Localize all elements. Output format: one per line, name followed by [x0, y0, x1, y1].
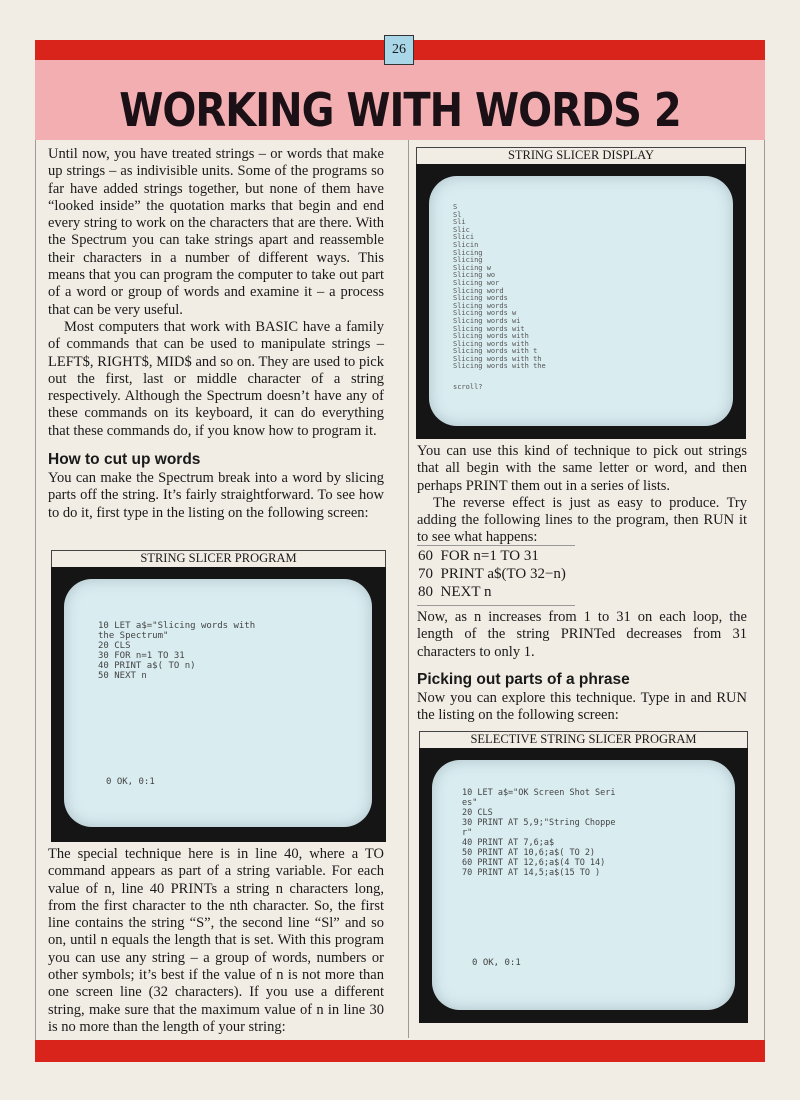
screen-string-slicer-program — [51, 567, 386, 842]
listing-line: 60 FOR n=1 TO 31 — [418, 548, 539, 564]
loop-paragraph: Now, as n increases from 1 to 31 on each loop, the length of the string PRINTed decreases from 31 characters to only 1. — [417, 609, 747, 660]
listing-rule-bottom — [417, 605, 575, 606]
heading-picking-out-parts: Picking out parts of a phrase — [417, 670, 630, 688]
screen-string-slicer-display — [416, 164, 746, 439]
added-lines-listing — [418, 547, 566, 601]
right-column-bottom — [417, 609, 747, 724]
program-listing: 10 LET a$="Slicing words with the Spectrum" 20 CLS 30 FOR n=1 TO 31 40 PRINT a$( TO n) 50 NEXT n — [98, 621, 256, 681]
page-title: WORKING WITH WORDS 2 — [119, 84, 681, 138]
lists-paragraph: You can use this kind of technique to pick out strings that all begin with the same letter or word, and then perhaps PRINT them out in a series of lists. — [417, 443, 747, 494]
screen-display — [432, 760, 735, 1010]
status-line: 0 OK, 0:1 — [106, 777, 155, 787]
sliced-output: S Sl Sli Slic Slici Slicin Slicing Slicing Slicing w Slicing wo Slicing wor Slicing word Slicing words Slicing words Slicing words w Slicing words wi Slicing words wit Slicing words with Slicing words with Slicing words with t Slicing words with th Slicing words with the — [453, 203, 546, 371]
status-line: 0 OK, 0:1 — [472, 958, 521, 968]
column-divider — [408, 140, 409, 1038]
technique-paragraph: The special technique here is in line 40, where a TO command appears as part of a string variable. For each value of n, line 40 PRINTs a string n characters long, from the first character to the nth character. So, the first line contains the string “S”, the second line “Sl” and so on, until n equals the length that is set. With this program you can use any string – a group of words, numbers or other symbols; it’s best if the value of n is not more than one screen line (32 characters). If you use a different string, make sure that the maximum value of n in line 30 is no more than the length of your string: — [48, 846, 384, 1035]
reverse-effect-paragraph: The reverse effect is just as easy to produce. Try adding the following lines to the program, then RUN it to see what happens: — [417, 494, 747, 546]
left-column-bottom — [48, 846, 384, 1036]
cut-up-words-paragraph: You can make the Spectrum break into a word by slicing parts off the string. It’s fairly straightforward. To see how to do it, first type in the listing on the following screen: — [48, 470, 384, 521]
heading-cut-up-words: How to cut up words — [48, 451, 201, 469]
intro-paragraph: Until now, you have treated strings – or words that make up strings – as indivisible units. Some of the programs so far have added strings together, but none of them have “looked inside” the quotation marks that begin and end every string to work on the characters that are there. With the Spectrum you can take strings apart and reassemble their characters in a number of different ways. This means that you can program the computer to take out part of a word or group of words and examine it – a process that can be very useful. — [48, 146, 384, 318]
listing-line: 80 NEXT n — [418, 584, 492, 600]
program-listing: 10 LET a$="OK Screen Shot Seri es" 20 CLS 30 PRINT AT 5,9;"String Choppe r" 40 PRINT AT 7,6;a$ 50 PRINT AT 10,6;a$( TO 2) 60 PRINT AT 12,6;a$(4 TO 14) 70 PRINT AT 14,5;a$(15 TO ) — [462, 788, 616, 878]
screen-selective-string-slicer — [419, 748, 748, 1023]
page-number: 26 — [384, 35, 414, 65]
explore-paragraph: Now you can explore this technique. Type in and RUN the listing on the following screen: — [417, 689, 747, 724]
screen-display — [429, 176, 733, 426]
scroll-prompt: scroll? — [453, 383, 483, 391]
right-column-top — [417, 443, 747, 547]
listing-rule-top — [417, 545, 575, 546]
bottom-red-bar — [35, 1040, 765, 1062]
panel-title-string-slicer-program: STRING SLICER PROGRAM — [51, 550, 386, 567]
screen-display — [64, 579, 372, 827]
listing-line: 70 PRINT a$(TO 32−n) — [418, 566, 566, 582]
left-column-top — [48, 146, 384, 522]
panel-title-selective-string-slicer: SELECTIVE STRING SLICER PROGRAM — [419, 731, 748, 748]
panel-title-string-slicer-display: STRING SLICER DISPLAY — [416, 147, 746, 164]
basic-commands-paragraph: Most computers that work with BASIC have a family of commands that can be used to manipulate strings – LEFT$, RIGHT$, MID$ and so on. They are used to pick out the first, last or middle character of a string respectively. Although the Spectrum doesn’t have any of these commands on its keyboard, it can do everything that these commands do, if you know how to program it. — [48, 318, 384, 439]
